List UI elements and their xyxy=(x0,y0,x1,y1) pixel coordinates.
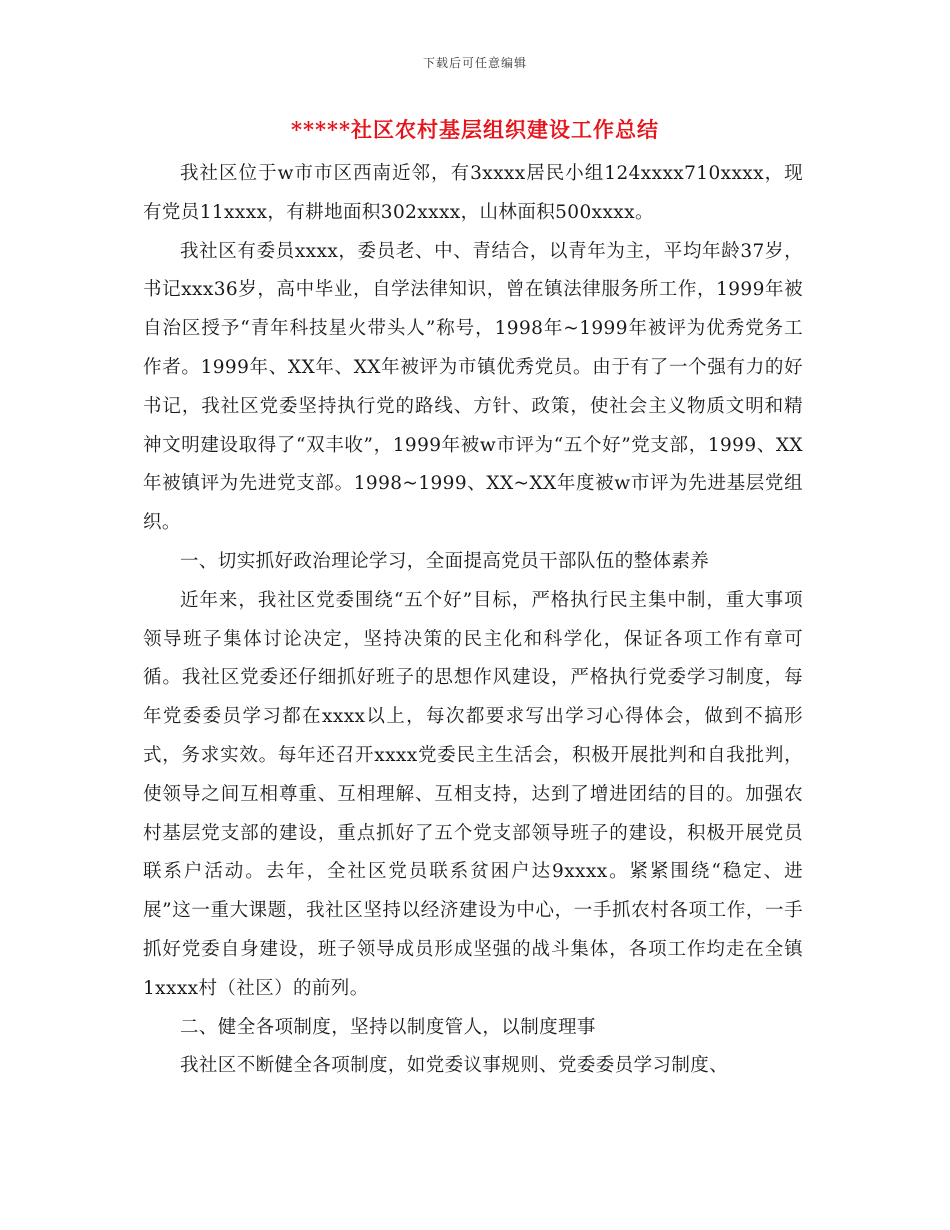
paragraph-section-1: 近年来，我社区党委围绕“五个好”目标，严格执行民主集中制，重大事项领导班子集体讨论决定，坚持决策的民主化和科学化，保证各项工作有章可循。我社区党委还仔细抓好班子的思想作风建设，严格执行党委学习制度，每年党委委员学习都在xxxx以上，每次都要求写出学习心得体会，做到不搞形式，务求实效。每年还召开xxxx党委民主生活会，积极开展批判和自我批判，使领导之间互相尊重、互相理解、互相支持，达到了增进团结的目的。加强农村基层党支部的建设，重点抓好了五个党支部领导班子的建设，积极开展党员联系户活动。去年，全社区党员联系贫困户达9xxxx。紧紧围绕“稳定、进展”这一重大课题，我社区坚持以经济建设为中心，一手抓农村各项工作，一手抓好党委自身建设，班子领导成员形成坚强的战斗集体，各项工作均走在全镇1xxxx村（社区）的前列。 xyxy=(143,589,803,999)
section-heading-2: 二、健全各项制度，坚持以制度管人，以制度理事 xyxy=(180,1016,596,1038)
paragraph-intro: 我社区位于w市市区西南近邻，有3xxxx居民小组124xxxx710xxxx，现有党员11xxxx，有耕地面积302xxxx，山林面积500xxxx。 xyxy=(143,163,803,223)
paragraph-section-2: 我社区不断健全各项制度，如党委议事规则、党委委员学习制度、 xyxy=(180,1055,729,1077)
section-heading-1: 一、切实抓好政治理论学习，全面提高党员干部队伍的整体素养 xyxy=(180,550,710,572)
paragraph-committee: 我社区有委员xxxx，委员老、中、青结合，以青年为主，平均年龄37岁，书记xxx36岁，高中毕业，自学法律知识，曾在镇法律服务所工作，1999年被自治区授予“青年科技星火带头人”称号，1998年~1999年被评为优秀党务工作者。1999年、XX年、XX年被评为市镇优秀党员。由于有了一个强有力的好书记，我社区党委坚持执行党的路线、方针、政策，使社会主义物质文明和精神文明建设取得了“双丰收”，1999年被w市评为“五个好”党支部，1999、XX年被镇评为先进党支部。1998~1999、XX~XX年度被w市评为先进基层党组织。 xyxy=(143,240,803,534)
document-body xyxy=(143,155,803,1086)
header-note: 下载后可任意编辑 xyxy=(422,56,527,70)
document-title: *****社区农村基层组织建设工作总结 xyxy=(291,117,659,142)
